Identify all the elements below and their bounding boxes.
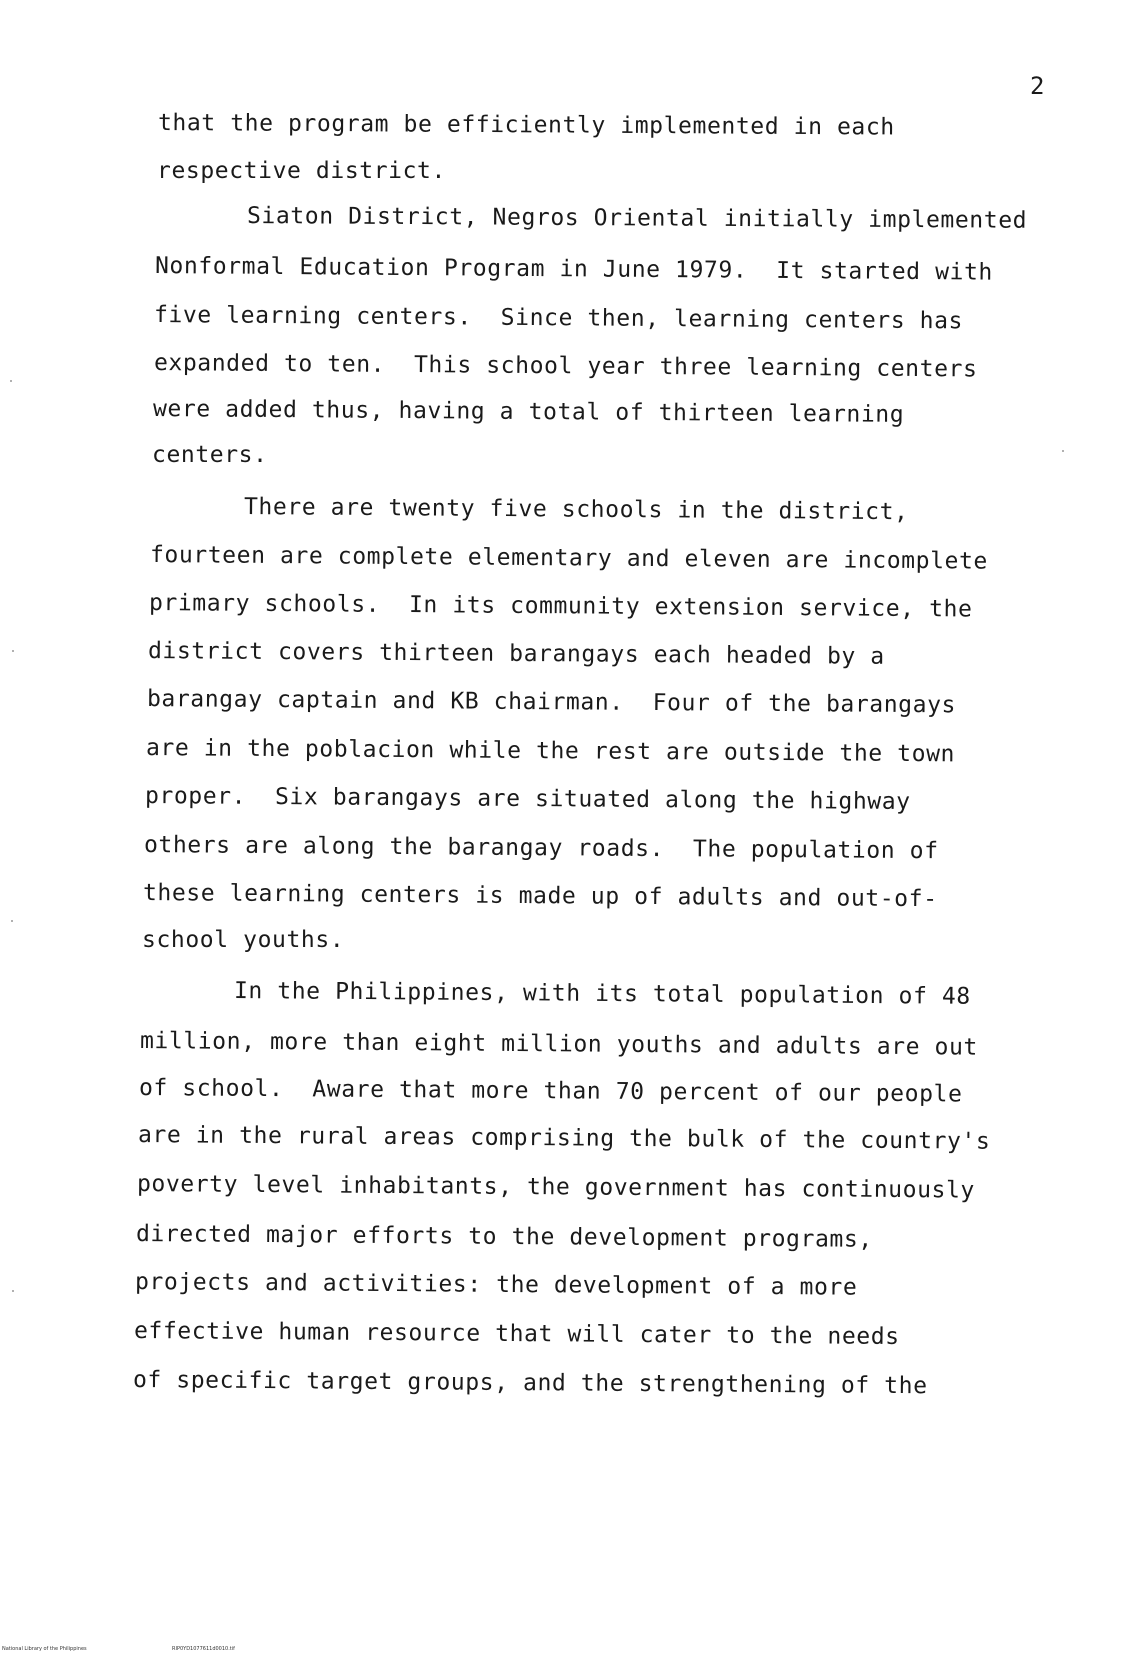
text-line: fourteen are complete elementary and eleven are incomplete [149,542,989,575]
text-line: others are along the barangay roads. The population of [143,832,939,865]
scan-speck [12,1290,14,1292]
text-line: poverty level inhabitants, the government has continuously [136,1171,976,1204]
text-line: There are twenty five schools in the district, [243,494,909,526]
text-line: primary schools. In its community extension service, the [148,590,973,623]
scan-speck [10,380,12,382]
text-line: projects and activities: the development of a more [134,1269,858,1301]
text-line: respective district. [157,158,446,184]
text-line: these learning centers is made up of adults and out-of- [142,880,938,913]
text-line: Nonformal Education Program in June 1979. It started with [154,253,994,286]
text-line: that the program be efficiently implemented in each [157,110,895,141]
scan-speck [12,650,14,652]
text-line: Siaton District, Negros Oriental initially implemented [246,203,1028,234]
text-line: directed major efforts to the development programs, [135,1221,873,1253]
text-line: expanded to ten. This school year three learning centers [153,350,978,383]
text-line: of school. Aware that more than 70 percent of our people [138,1075,963,1108]
text-line: million, more than eight million youths and adults are out [139,1028,979,1061]
text-line: are in the rural areas comprising the bulk of the country's [137,1122,991,1155]
text-line: proper. Six barangays are situated along the highway [144,783,911,816]
scan-speck [11,920,13,922]
text-line: In the Philippines, with its total population of 48 [233,978,971,1010]
text-line: were added thus, having a total of thirteen learning [152,396,905,428]
footer-library: National Library of the Philippines [2,1646,87,1652]
text-line: centers. [152,442,268,468]
text-line: barangay captain and KB chairman. Four of the barangays [146,686,957,719]
text-line: school youths. [142,927,345,953]
text-line: district covers thirteen barangays each headed by a [147,638,885,670]
scan-speck [1062,450,1064,452]
footer-file-id: RIP0YD1077611d0010.tif [172,1646,235,1652]
text-line: of specific target groups, and the strengthening of the [132,1367,928,1400]
text-line: are in the poblacion while the rest are outside the town [145,735,956,768]
text-line: effective human resource that will cater to the needs [133,1318,900,1351]
page-number: 2 [1030,72,1045,100]
text-line: five learning centers. Since then, learning centers has [153,302,964,335]
